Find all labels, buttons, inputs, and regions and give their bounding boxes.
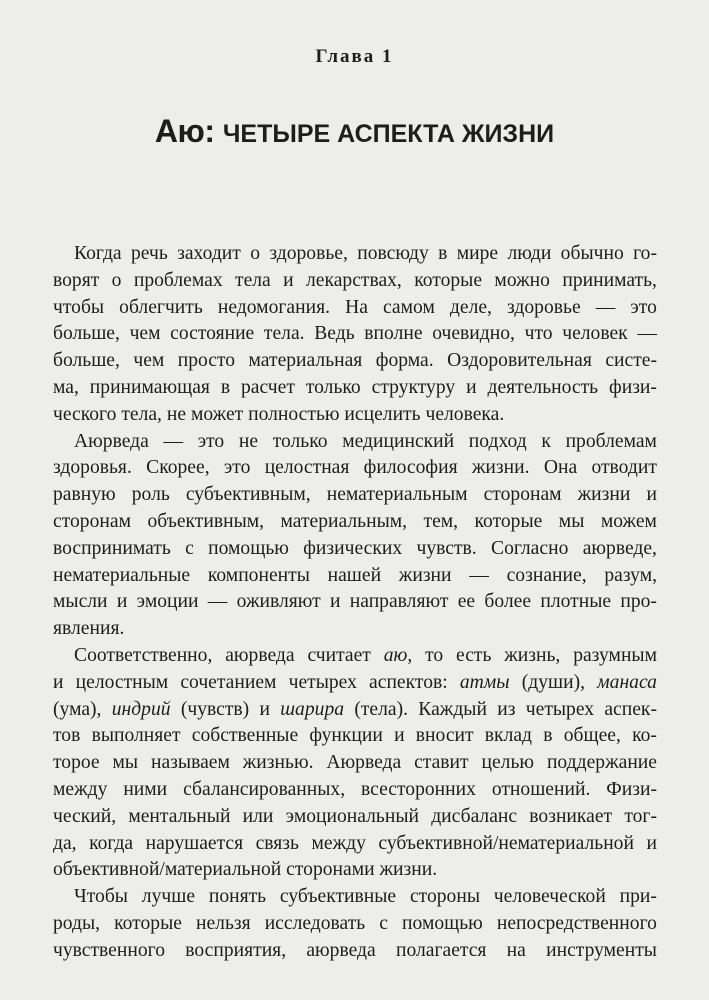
word: — (637, 323, 657, 345)
word: лекарствах, (306, 269, 402, 291)
word: явления. (53, 618, 125, 640)
text-line (53, 723, 657, 750)
word: Она (543, 457, 578, 479)
word: можем (600, 510, 657, 532)
word: которые (474, 510, 543, 532)
word: функции (309, 725, 383, 747)
word: объективной/материальной (53, 859, 282, 881)
word: вполне (364, 323, 423, 345)
word: субъективные (279, 886, 397, 908)
word: и (283, 269, 294, 291)
word: лучше (141, 886, 196, 908)
chapter-title-rest: ЧЕТЫРЕ АСПЕКТА ЖИЗНИ (222, 120, 555, 148)
paragraph (53, 884, 657, 964)
text-line (53, 589, 657, 616)
word: роль (131, 484, 170, 506)
text-line (53, 670, 657, 697)
text-line (53, 777, 657, 804)
word: сторонам (483, 484, 562, 506)
text-line (53, 938, 657, 965)
word: между (311, 832, 366, 854)
word: — (207, 591, 228, 613)
word: го- (633, 243, 657, 264)
word: и (329, 591, 341, 613)
word: состояние (170, 323, 255, 345)
word: тов (53, 725, 81, 747)
word: жизни (577, 484, 631, 506)
word: очевидно, (432, 323, 515, 345)
word: (чувств) (180, 698, 250, 720)
word: и (646, 484, 657, 506)
text-line (53, 268, 657, 295)
word: материальная (248, 350, 363, 372)
word: возникает (529, 805, 613, 827)
word: не (166, 403, 187, 425)
word: четырех (288, 671, 357, 693)
word: манаса (597, 671, 657, 693)
word: стороны (409, 886, 480, 908)
word: общее, (563, 725, 621, 747)
word: направляют (349, 591, 449, 613)
word: субъективной/нематериальной (378, 832, 634, 854)
word: торое (53, 752, 100, 774)
word: и (116, 591, 128, 613)
chapter-title-lead: Аю: (154, 113, 223, 149)
word: есть (456, 644, 492, 666)
word: да, (53, 832, 77, 854)
word: жизни. (379, 859, 438, 881)
word: облегчить (119, 296, 203, 318)
chapter-title (0, 113, 709, 150)
word: ее (457, 591, 476, 613)
word: ко- (632, 725, 657, 747)
word: тог- (624, 805, 657, 827)
word: то (425, 644, 444, 666)
word: только (272, 430, 328, 452)
word: здоровье (507, 296, 581, 318)
text-line (53, 911, 657, 938)
word: — (163, 430, 184, 452)
word: помощью (208, 537, 289, 559)
word: расчет (241, 376, 295, 398)
word: объективным, (147, 510, 265, 532)
word: жизнью. (242, 752, 314, 774)
word: дисбаланс (431, 805, 518, 827)
word: речь (130, 243, 168, 264)
word: проблемах (133, 269, 223, 291)
word: что (524, 323, 553, 345)
word: чем (129, 323, 161, 345)
word: сознание, (506, 564, 587, 586)
text-line (53, 375, 657, 402)
word: жизни (398, 564, 452, 586)
word: ческий, (53, 805, 117, 827)
word: в (543, 725, 553, 747)
word: непосредственного (496, 912, 657, 934)
text-line (53, 429, 657, 456)
word: с (379, 912, 388, 934)
word: с (185, 537, 194, 559)
word: можно (494, 269, 550, 291)
word: принимать, (562, 269, 657, 291)
word: это (630, 296, 657, 318)
word: ними (123, 778, 168, 800)
word: аюрведа (225, 644, 295, 666)
body-text (53, 241, 657, 965)
word: в (220, 376, 231, 398)
word: из (497, 698, 516, 720)
word: систе- (605, 350, 657, 372)
word: исследовать (264, 912, 366, 934)
word: вклад (484, 725, 533, 747)
word: выполняет (91, 725, 181, 747)
word: Каждый (418, 698, 487, 720)
word: в (438, 243, 448, 264)
word: эмоциональный (285, 805, 419, 827)
word: сбалансированных, (183, 778, 346, 800)
word: о (111, 269, 122, 291)
word: более (484, 591, 532, 613)
word: связь (255, 832, 299, 854)
word: про- (620, 591, 657, 613)
word: больше, (53, 350, 120, 372)
word: медицинский (342, 430, 455, 452)
text-line (53, 321, 657, 348)
word: тела (235, 269, 271, 291)
word: тела, (121, 403, 162, 425)
word: нарушается (145, 832, 244, 854)
text-line (53, 563, 657, 590)
word: здоровья. (53, 457, 132, 479)
word: проблемам (565, 430, 657, 452)
word: разумным (573, 644, 657, 666)
word: (души), (521, 671, 585, 693)
word: атмы (459, 671, 510, 693)
word: это (223, 457, 251, 479)
text-line (53, 697, 657, 724)
word: и (53, 671, 64, 693)
word: ставит (414, 752, 469, 774)
text-line (53, 402, 657, 429)
word: воспринимать (53, 537, 171, 559)
word: шарира (280, 698, 345, 720)
word: повсюду (357, 243, 429, 264)
word: когда (89, 832, 134, 854)
word: аспек- (604, 698, 657, 720)
word: На (345, 296, 368, 318)
word: полагается (395, 939, 487, 961)
text-line (53, 455, 657, 482)
word: аспектов: (369, 671, 448, 693)
word: (ума), (53, 698, 102, 720)
word: аюрведа (306, 939, 376, 961)
word: помощью (402, 912, 483, 934)
word: и (646, 832, 657, 854)
word: физических (303, 537, 403, 559)
word: инструменты (546, 939, 657, 961)
word: субъективным, (185, 484, 311, 506)
word: — (469, 564, 489, 586)
word: которые (114, 912, 182, 934)
word: недомогания. (217, 296, 330, 318)
word: подход (468, 430, 527, 452)
text-line (53, 804, 657, 831)
word: Согласно (491, 537, 569, 559)
word: тем, (423, 510, 459, 532)
word: Чтобы (74, 886, 128, 908)
word: мы (112, 752, 139, 774)
word: просто (177, 350, 236, 372)
word: сторонами (286, 859, 375, 881)
word: собственные (191, 725, 299, 747)
text-line (53, 643, 657, 670)
paragraph (53, 241, 657, 429)
word: структуру (371, 376, 456, 398)
word: нематериальным (326, 484, 468, 506)
word: отношений. (491, 778, 591, 800)
word: Когда (74, 243, 122, 264)
word: принимающая (89, 376, 210, 398)
word: оживляют (236, 591, 321, 613)
word: исцелить (344, 403, 421, 425)
word: физи- (609, 376, 657, 398)
word: жизни. (471, 457, 530, 479)
word: Аюрведа (74, 430, 149, 452)
word: деле, (449, 296, 492, 318)
word: мы (558, 510, 585, 532)
word: чувственного (53, 939, 165, 961)
word: нельзя (195, 912, 251, 934)
word: это (197, 430, 225, 452)
word: не (238, 430, 259, 452)
word: равную (53, 484, 116, 506)
chapter-label: Глава 1 (315, 46, 394, 67)
word: Аюрведа (326, 752, 402, 774)
word: к (541, 430, 551, 452)
word: и (466, 376, 477, 398)
word: плотные (540, 591, 612, 613)
text-line (53, 482, 657, 509)
word: человек (562, 323, 628, 345)
word: ментальный (128, 805, 231, 827)
word: компоненты (207, 564, 310, 586)
text-line (53, 241, 657, 268)
word: деятельность (487, 376, 599, 398)
word: индрий (111, 698, 171, 720)
word: эмоции (136, 591, 199, 613)
text-line (53, 509, 657, 536)
word: аюрведе, (582, 537, 657, 559)
word: целью (481, 752, 535, 774)
word: которые (414, 269, 483, 291)
text-line (53, 884, 657, 911)
word: понять (208, 886, 267, 908)
word: только (305, 376, 361, 398)
word: тела. (263, 323, 305, 345)
word: поддержание (546, 752, 657, 774)
word: и (394, 725, 405, 747)
word: чувств. (416, 537, 477, 559)
word: восприятия, (185, 939, 287, 961)
word: при- (619, 886, 657, 908)
word: Ведь (314, 323, 355, 345)
word: вносит (415, 725, 474, 747)
text-line (53, 831, 657, 858)
word: мире (456, 243, 499, 264)
word: здоровье, (269, 243, 348, 264)
word: называем (151, 752, 230, 774)
word: на (506, 939, 526, 961)
word: философия (363, 457, 458, 479)
word: разум, (604, 564, 657, 586)
word: ма, (53, 376, 79, 398)
word: человеческой (493, 886, 606, 908)
word: ческого (53, 403, 117, 425)
text-line (53, 348, 657, 375)
word: мысли (53, 591, 108, 613)
word: жизнь, (504, 644, 561, 666)
word: между (53, 778, 108, 800)
word: самом (382, 296, 435, 318)
word: аю, (383, 644, 413, 666)
word: чем (133, 350, 165, 372)
text-line (53, 857, 657, 884)
word: обычно (560, 243, 624, 264)
text-line (53, 750, 657, 777)
word: (тела). (354, 698, 409, 720)
word: ворят (53, 269, 100, 291)
word: больше, (53, 323, 120, 345)
word: полностью (248, 403, 340, 425)
word: — (595, 296, 616, 318)
word: может (190, 403, 244, 425)
word: Скорее, (146, 457, 210, 479)
word: чтобы (53, 296, 105, 318)
word: Соответственно, (74, 644, 213, 666)
text-line (53, 616, 657, 643)
text-line (53, 536, 657, 563)
word: заходит (177, 243, 241, 264)
paragraph (53, 643, 657, 884)
word: и (259, 698, 270, 720)
word: нематериальные (53, 564, 191, 586)
word: человека. (425, 403, 505, 425)
word: форма. (375, 350, 434, 372)
word: материальным, (280, 510, 408, 532)
word: всесторонних (361, 778, 476, 800)
word: считает (307, 644, 371, 666)
word: Физи- (606, 778, 657, 800)
word: четырех (525, 698, 595, 720)
word: Оздоровительная (447, 350, 592, 372)
word: или (242, 805, 274, 827)
word: роды, (53, 912, 101, 934)
word: отводит (591, 457, 657, 479)
word: сочетанием (180, 671, 277, 693)
word: целостная (264, 457, 350, 479)
word: о (250, 243, 260, 264)
word: нашей (327, 564, 382, 586)
word: сторонам (53, 510, 131, 532)
word: целостным (75, 671, 169, 693)
word: люди (507, 243, 552, 264)
text-line (53, 295, 657, 322)
paragraph (53, 429, 657, 643)
